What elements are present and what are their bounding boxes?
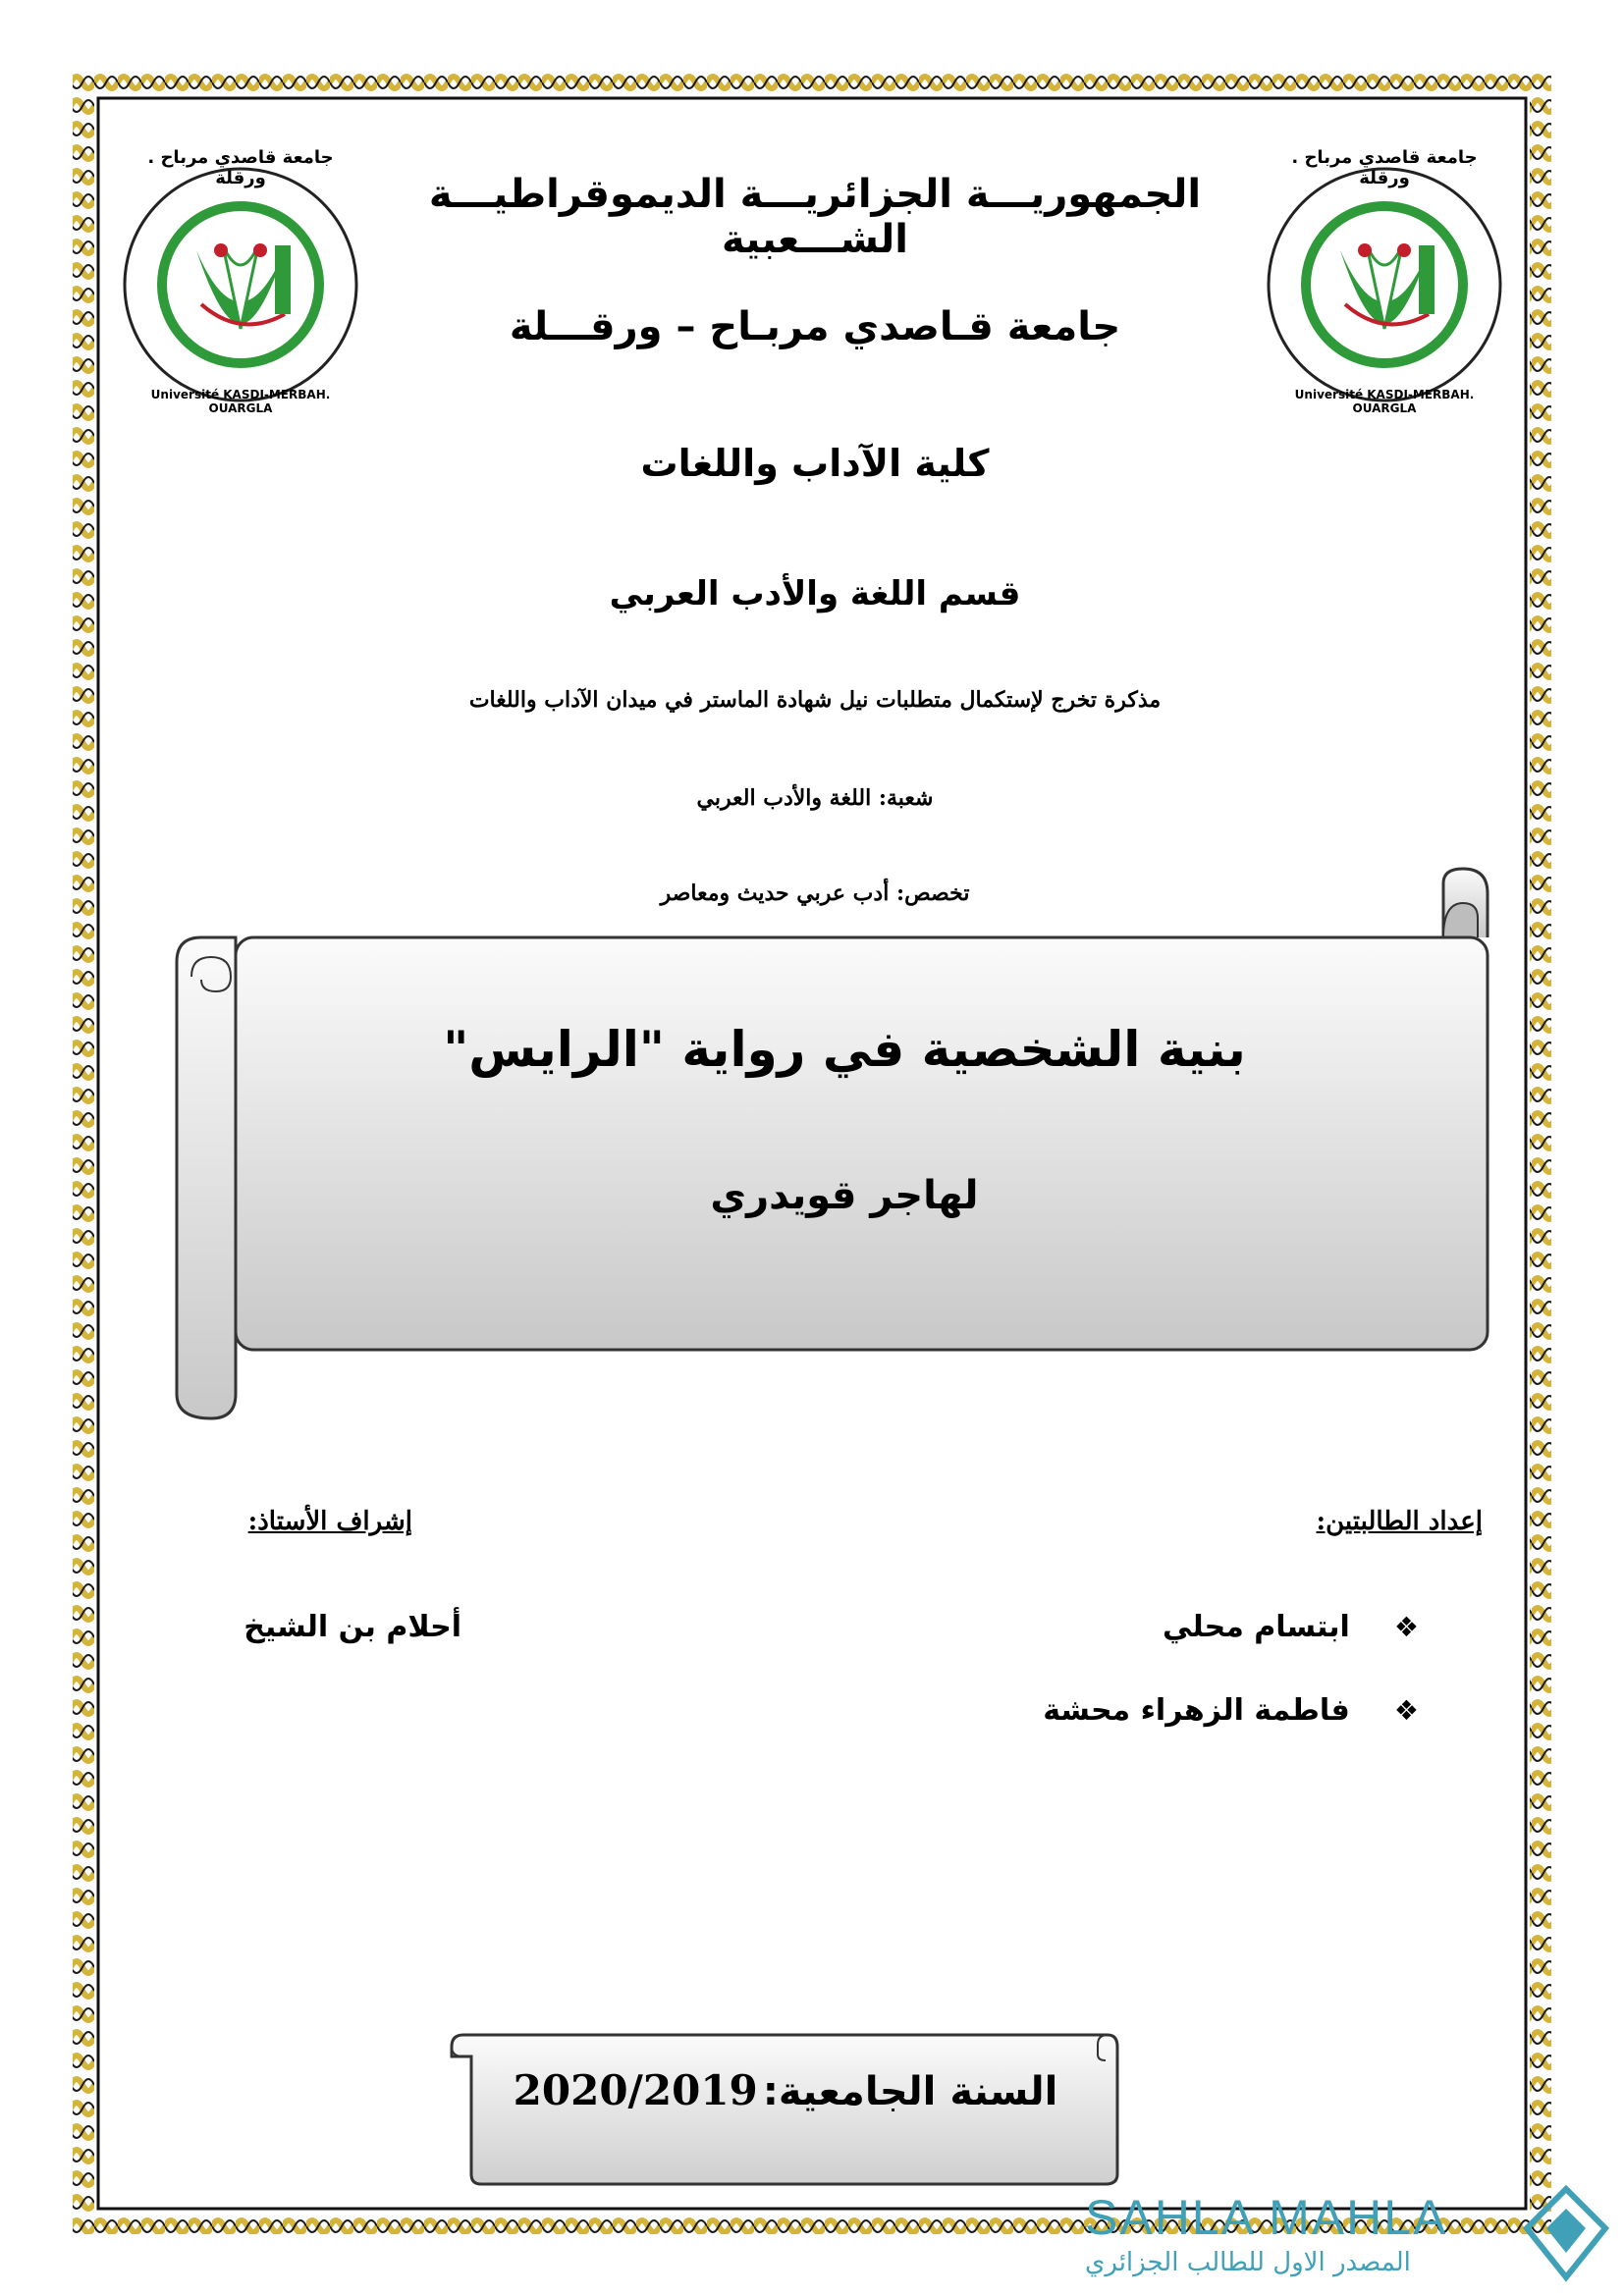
logo-right-latin-ring: Université KASDI-MERBAH. OUARGLA	[1294, 388, 1475, 415]
logo-left-arabic-ring: جامعة قاصدي مرباح . ورقلة	[147, 147, 334, 188]
republic-name: الجمهوريـــة الجزائريـــة الديموقراطيـــة الشـــعبية	[428, 172, 1202, 262]
thesis-specialty: تخصص: أدب عربي حديث ومعاصر	[660, 881, 970, 906]
faculty-name: كلية الآداب واللغات	[640, 442, 990, 485]
bullet-icon: ❖	[1393, 1694, 1419, 1727]
university-logo-right	[1257, 157, 1512, 412]
university-logo-left	[113, 157, 368, 412]
bullet-icon: ❖	[1393, 1611, 1419, 1643]
thesis-branch: شعبة: اللغة والأدب العربي	[696, 785, 934, 811]
thesis-purpose: مذكرة تخرج لإستكمال متطلبات نيل شهادة الماستر في ميدان الآداب واللغات	[468, 687, 1162, 713]
watermark-logo-icon	[1522, 2184, 1610, 2282]
academic-year	[491, 2066, 1080, 2114]
supervisor-name: أحلام بن الشيخ	[244, 1610, 461, 1644]
academic-year-value: 2020/2019	[513, 2066, 758, 2114]
academic-year-label: السنة الجامعية:	[762, 2069, 1058, 2114]
supervisor-label: إشراف الأستاذ:	[247, 1507, 412, 1536]
student-name: فاطمة الزهراء محشة	[1043, 1693, 1350, 1728]
thesis-title: بنية الشخصية في رواية "الرايس"	[443, 1021, 1246, 1078]
university-name: جامعة قـاصدي مربـاح – ورقـــلة	[509, 304, 1121, 349]
logo-right-arabic-ring: جامعة قاصدي مرباح . ورقلة	[1291, 147, 1478, 188]
students-label: إعداد الطالبتين:	[1316, 1507, 1483, 1536]
logo-left-latin-ring: Université KASDI-MERBAH. OUARGLA	[150, 388, 331, 415]
title-scroll-banner	[157, 864, 1512, 1423]
watermark-brand: SAHLA MAHLA	[1085, 2190, 1448, 2245]
thesis-author: لهاجر قويدري	[710, 1173, 979, 1218]
student-name: ابتسام محلي	[1162, 1610, 1350, 1644]
student-item	[884, 1610, 1419, 1644]
department-name: قسم اللغة والأدب العربي	[609, 574, 1021, 614]
watermark-tagline: المصدر الاول للطالب الجزائري	[1085, 2248, 1411, 2277]
student-item	[884, 1693, 1419, 1728]
